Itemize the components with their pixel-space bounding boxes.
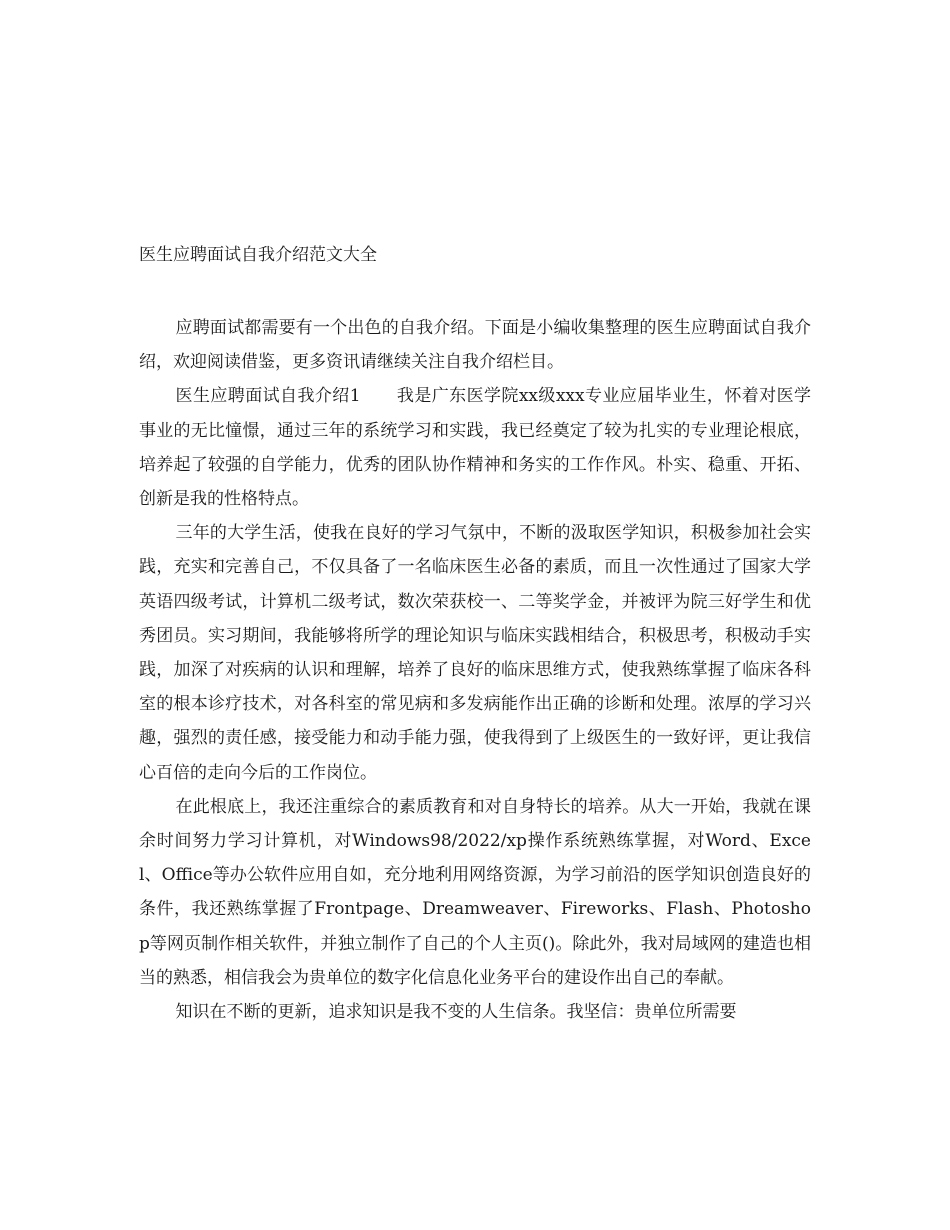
document-title: 医生应聘面试自我介绍范文大全 <box>139 245 377 265</box>
paragraph-knowledge: 知识在不断的更新，追求知识是我不变的人生信条。我坚信：贵单位所需要 <box>175 1002 737 1023</box>
paragraph-intro: 应聘面试都需要有一个出色的自我介绍。下面是小编收集整理的医生应聘面试自我介绍，欢迎阅读借鉴，更多资讯请继续关注自我介绍栏目。 <box>139 318 811 373</box>
paragraph-skills: 在此根底上，我还注重综合的素质教育和对自身特长的培养。从大一开始，我就在课余时间努力学习计算机，对Windows98/2022/xp操作系统熟练掌握，对Word、Excel、Office等办公软件应用自如，充分地利用网络资源，为学习前沿的医学知识创造良好的条件，我还熟练掌握了Frontpage、Dreamweaver、Fireworks、Flash、Photoshop等网页制作相关软件，并独立制作了自己的个人主页()。除此外，我对局域网的建造也相当的熟悉，相信我会为贵单位的数字化信息化业务平台的建设作出自己的奉献。 <box>139 796 811 988</box>
section-text: 我是广东医学院xx级xxx专业应届毕业生，怀着对医学事业的无比憧憬，通过三年的系统学习和实践，我已经奠定了较为扎实的专业理论根底，培养起了较强的自学能力，优秀的团队协作精神和务实的工作作风。朴实、稳重、开拓、创新是我的性格特点。 <box>139 386 811 510</box>
paragraph-university-life: 三年的大学生活，使我在良好的学习气氛中，不断的汲取医学知识，积极参加社会实践，充实和完善自己，不仅具备了一名临床医生必备的素质，而且一次性通过了国家大学英语四级考试，计算机二级考试，数次荣获校一、二等奖学金，并被评为院三好学生和优秀团员。实习期间，我能够将所学的理论知识与临床实践相结合，积极思考，积极动手实践，加深了对疾病的认识和理解，培养了良好的临床思维方式，使我熟练掌握了临床各科室的根本诊疗技术，对各科室的常见病和多发病能作出正确的诊断和处理。浓厚的学习兴趣，强烈的责任感，接受能力和动手能力强，使我得到了上级医生的一致好评，更让我信心百倍的走向今后的工作岗位。 <box>139 523 811 783</box>
document-body <box>139 311 811 1029</box>
section-heading: 医生应聘面试自我介绍1 <box>175 386 361 407</box>
paragraph-section-1 <box>139 379 811 516</box>
